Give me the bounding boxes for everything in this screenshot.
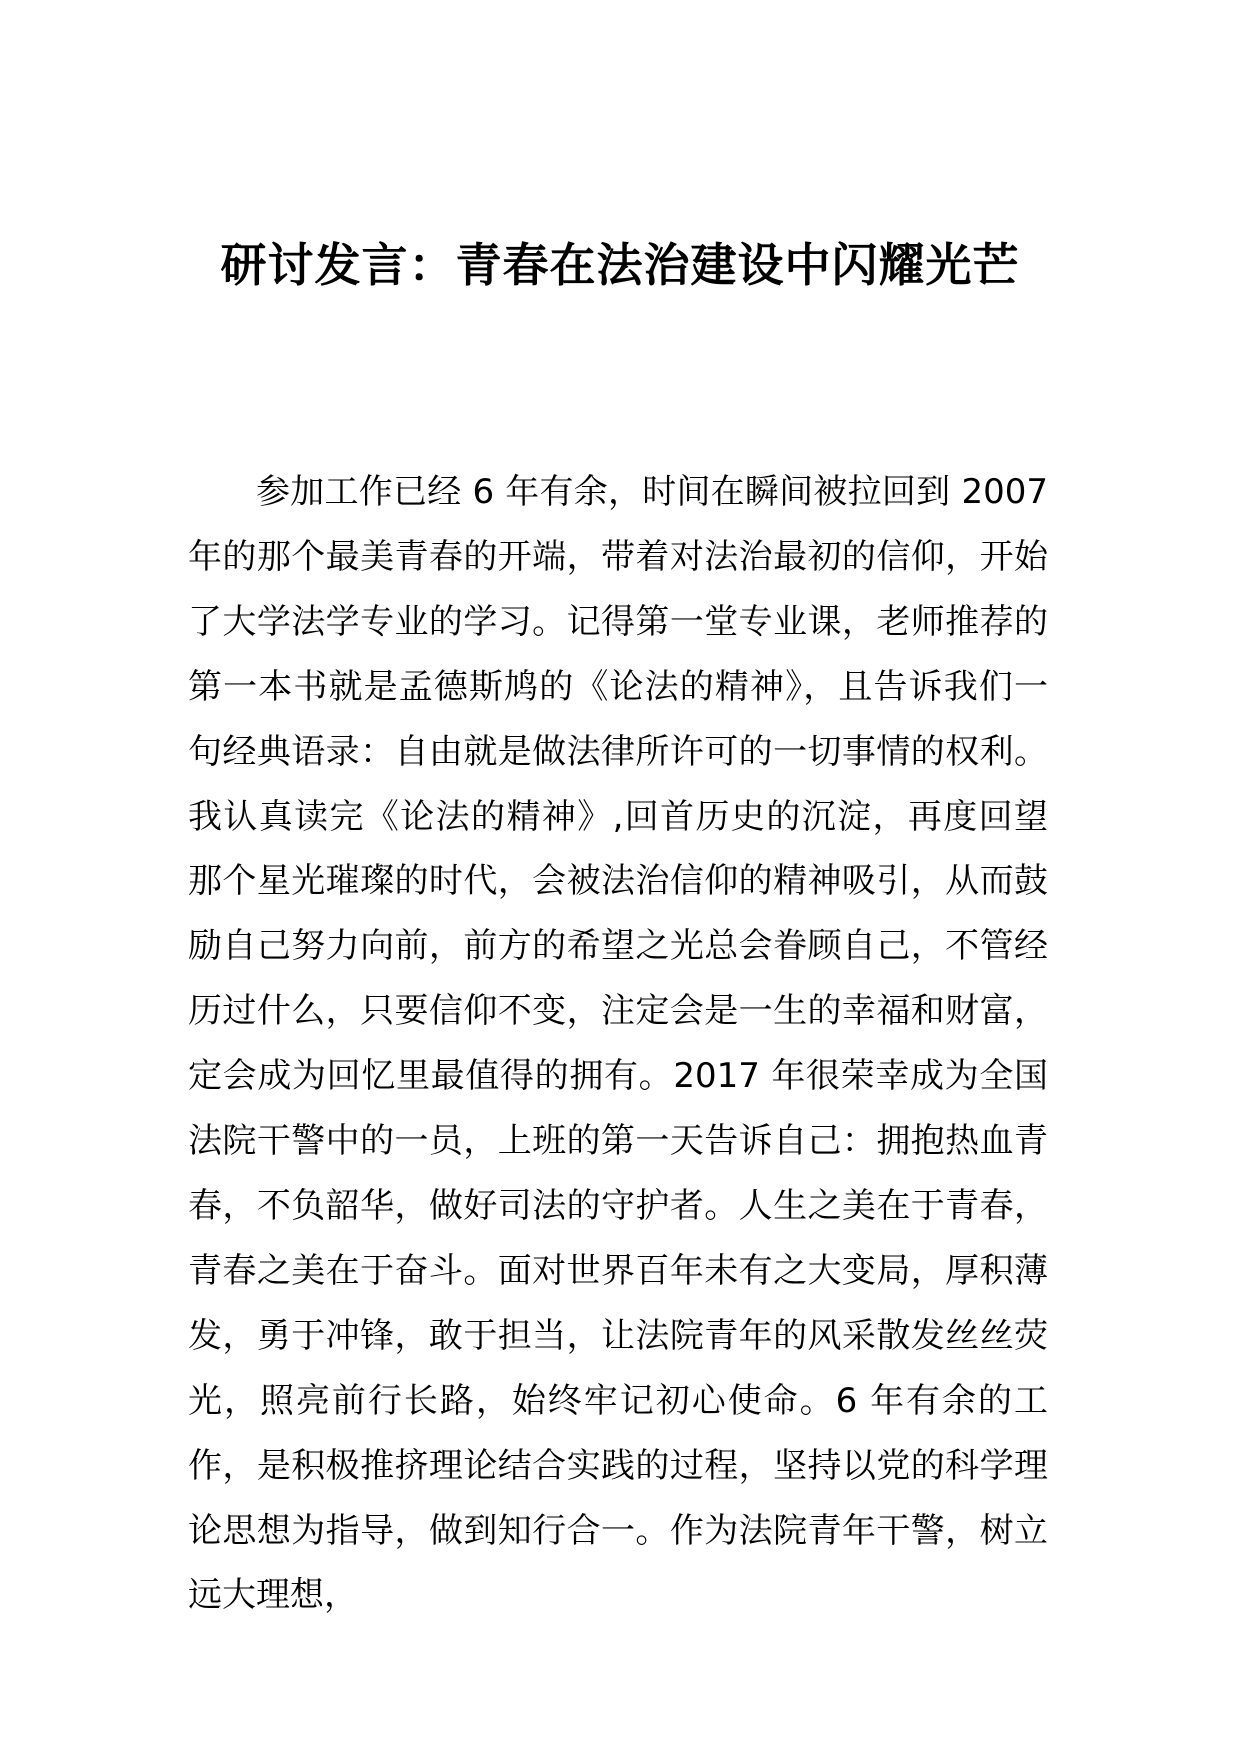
document-title: 研讨发言：青春在法治建设中闪耀光芒 — [220, 237, 1020, 292]
body-paragraph: 参加工作已经 6 年有余，时间在瞬间被拉回到 2007 年的那个最美青春的开端，带着对法治最初的信仰，开始了大学法学专业的学习。记得第一堂专业课，老师推荐的第一本书就是孟德斯鸠的《论法的精神》，且告诉我们一句经典语录：自由就是做法律所许可的一切事情的权利。我认真读完《论法的精神》,回首历史的沉淀，再度回望那个星光璀璨的时代，会被法治信仰的精神吸引，从而鼓励自己努力向前，前方的希望之光总会眷顾自己，不管经历过什么，只要信仰不变，注定会是一生的幸福和财富，定会成为回忆里最值得的拥有。2017 年很荣幸成为全国法院干警中的一员，上班的第一天告诉自己：拥抱热血青春，不负韶华，做好司法的守护者。人生之美在于青春，青春之美在于奋斗。面对世界百年未有之大变局，厚积薄发，勇于冲锋，敢于担当，让法院青年的风采散发丝丝荧光，照亮前行长路，始终牢记初心使命。6 年有余的工作，是积极推挤理论结合实践的过程，坚持以党的科学理论思想为指导，做到知行合一。作为法院青年干警，树立远大理想， — [188, 472, 1048, 1616]
